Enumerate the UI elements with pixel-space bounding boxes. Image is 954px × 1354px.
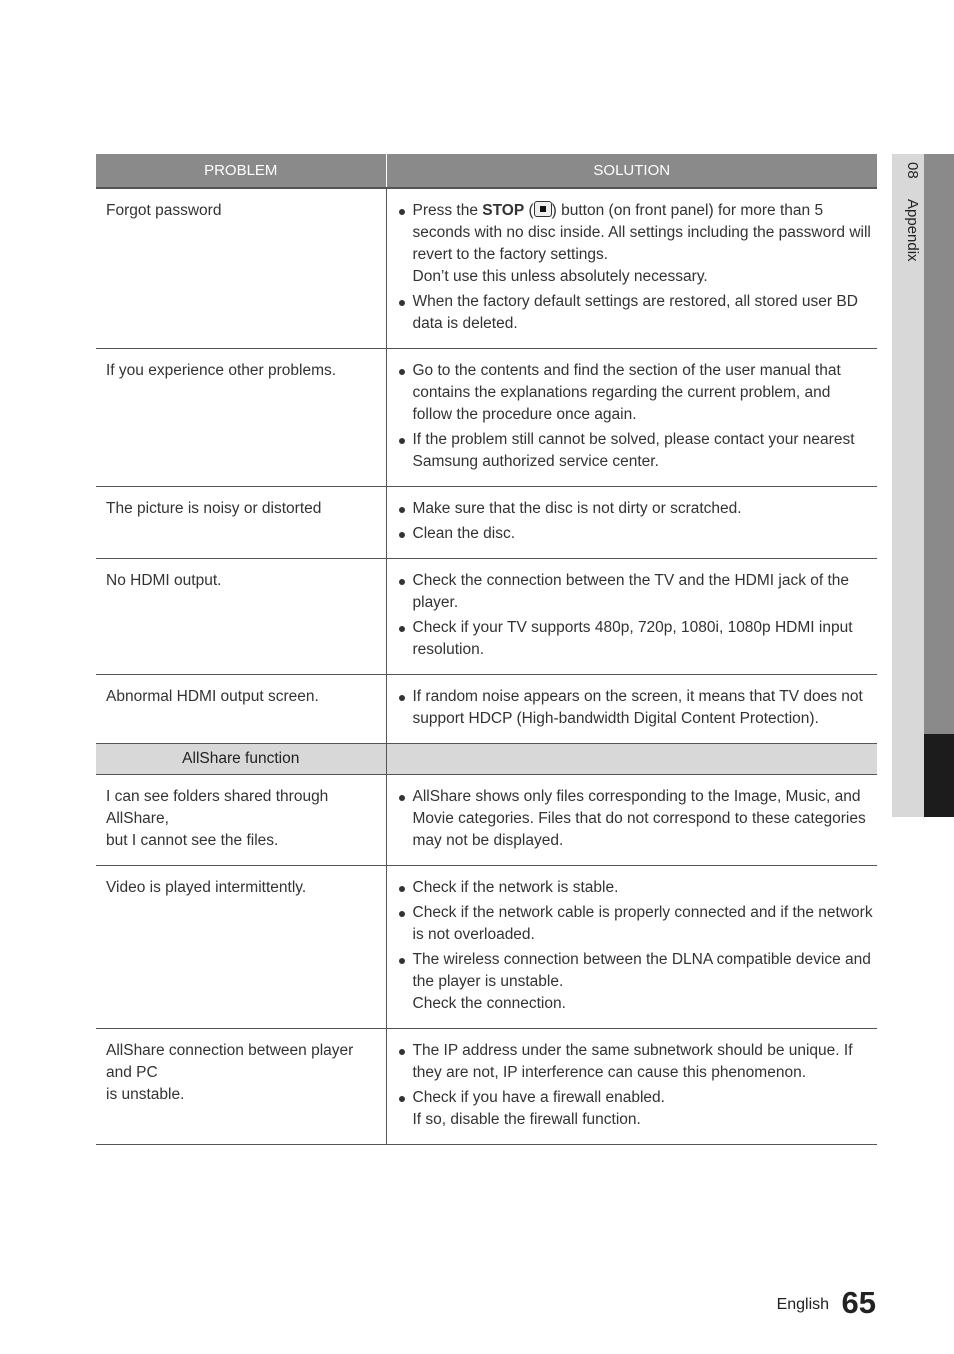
section-empty-cell — [386, 744, 877, 775]
problem-cell — [96, 866, 386, 1029]
table-row — [96, 188, 877, 349]
troubleshooting-table — [96, 154, 877, 1145]
table-row — [96, 775, 877, 866]
solution-list — [397, 877, 874, 1015]
header-problem: PROBLEM — [96, 154, 386, 188]
problem-cell — [96, 487, 386, 559]
problem-cell — [96, 1029, 386, 1145]
problem-cell — [96, 188, 386, 349]
problem-text: is unstable. — [106, 1086, 185, 1103]
chapter-number: 08 — [904, 162, 921, 179]
problem-text: No HDMI output. — [106, 572, 222, 589]
section-row — [96, 744, 877, 775]
solution-item — [397, 200, 874, 288]
solution-item — [397, 498, 874, 520]
stop-button-icon — [534, 201, 552, 217]
problem-cell — [96, 559, 386, 675]
solution-text: Check if the network cable is properly connected and if the network is not overloaded. — [412, 904, 873, 943]
stop-label: STOP — [482, 202, 525, 219]
header-solution: SOLUTION — [386, 154, 877, 188]
solution-item — [397, 1087, 874, 1131]
solution-cell — [386, 1029, 877, 1145]
problem-text: Video is played intermittently. — [106, 879, 307, 896]
table-row — [96, 349, 877, 487]
problem-text: The picture is noisy or distorted — [106, 500, 322, 517]
solution-item — [397, 360, 874, 426]
solution-cell — [386, 487, 877, 559]
solution-note: If so, disable the firewall function. — [412, 1111, 641, 1128]
solution-item — [397, 429, 874, 473]
solution-item — [397, 949, 874, 1015]
solution-list — [397, 498, 874, 545]
solution-item — [397, 786, 874, 852]
solution-list — [397, 200, 874, 335]
problem-text: Forgot password — [106, 202, 222, 219]
solution-text: Make sure that the disc is not dirty or scratched. — [412, 500, 742, 517]
solution-item — [397, 902, 874, 946]
solution-text: When the factory default settings are restored, all stored user BD data is deleted. — [412, 293, 858, 332]
solution-cell — [386, 349, 877, 487]
solution-item — [397, 617, 874, 661]
solution-text: Go to the contents and find the section of the user manual that contains the explanations regarding the current problem, and follow the procedure once again. — [412, 362, 841, 423]
solution-cell — [386, 775, 877, 866]
page-number: 65 — [841, 1285, 876, 1320]
solution-text: If the problem still cannot be solved, please contact your nearest Samsung authorized service center. — [412, 431, 855, 470]
problem-cell — [96, 775, 386, 866]
solution-text: Press the — [412, 202, 483, 219]
solution-cell — [386, 188, 877, 349]
section-title: AllShare function — [96, 744, 386, 775]
chapter-title: Appendix — [904, 198, 921, 262]
solution-cell — [386, 866, 877, 1029]
solution-item — [397, 877, 874, 899]
side-tab-marker — [924, 734, 954, 817]
table-row — [96, 675, 877, 744]
solution-list — [397, 360, 874, 473]
solution-list — [397, 1040, 874, 1131]
solution-text: Check if the network is stable. — [412, 879, 619, 896]
solution-text: Check if your TV supports 480p, 720p, 1080i, 1080p HDMI input resolution. — [412, 619, 853, 658]
solution-note: Check the connection. — [412, 995, 566, 1012]
table-row — [96, 559, 877, 675]
problem-text: but I cannot see the files. — [106, 832, 279, 849]
solution-text: ) button (on front panel) for more than 5 seconds with no disc inside. All settings including the password will revert to the factory settings. — [412, 202, 871, 263]
problem-text: I can see folders shared through AllShare, — [106, 788, 329, 827]
problem-text: AllShare connection between player and PC — [106, 1042, 354, 1081]
solution-item — [397, 686, 874, 730]
solution-item — [397, 523, 874, 545]
problem-text: If you experience other problems. — [106, 362, 337, 379]
side-tab-bar — [924, 154, 954, 734]
solution-cell — [386, 675, 877, 744]
page-footer — [777, 1285, 876, 1321]
chapter-label — [897, 162, 921, 362]
table-row — [96, 1029, 877, 1145]
table-row — [96, 866, 877, 1029]
solution-cell — [386, 559, 877, 675]
footer-language: English — [776, 1296, 830, 1313]
solution-item — [397, 1040, 874, 1084]
table-row — [96, 487, 877, 559]
solution-text: Check the connection between the TV and the HDMI jack of the player. — [412, 572, 850, 611]
solution-text: Clean the disc. — [412, 525, 516, 542]
solution-list — [397, 570, 874, 661]
problem-cell — [96, 349, 386, 487]
solution-list — [397, 786, 874, 852]
solution-list — [397, 686, 874, 730]
problem-cell — [96, 675, 386, 744]
solution-note: Don’t use this unless absolutely necessary. — [412, 268, 708, 285]
solution-text: The wireless connection between the DLNA compatible device and the player is unstable. — [412, 951, 871, 990]
solution-text: AllShare shows only files corresponding to the Image, Music, and Movie categories. Files that do not correspond to these categories may not be displayed. — [412, 788, 866, 849]
solution-item — [397, 291, 874, 335]
solution-text: Check if you have a firewall enabled. — [412, 1089, 665, 1106]
paren: ( — [524, 202, 534, 219]
table-header-row — [96, 154, 877, 188]
solution-item — [397, 570, 874, 614]
solution-text: If random noise appears on the screen, it means that TV does not support HDCP (High-bandwidth Digital Content Protection). — [412, 688, 863, 727]
solution-text: The IP address under the same subnetwork should be unique. If they are not, IP interference can cause this phenomenon. — [412, 1042, 853, 1081]
problem-text: Abnormal HDMI output screen. — [106, 688, 319, 705]
